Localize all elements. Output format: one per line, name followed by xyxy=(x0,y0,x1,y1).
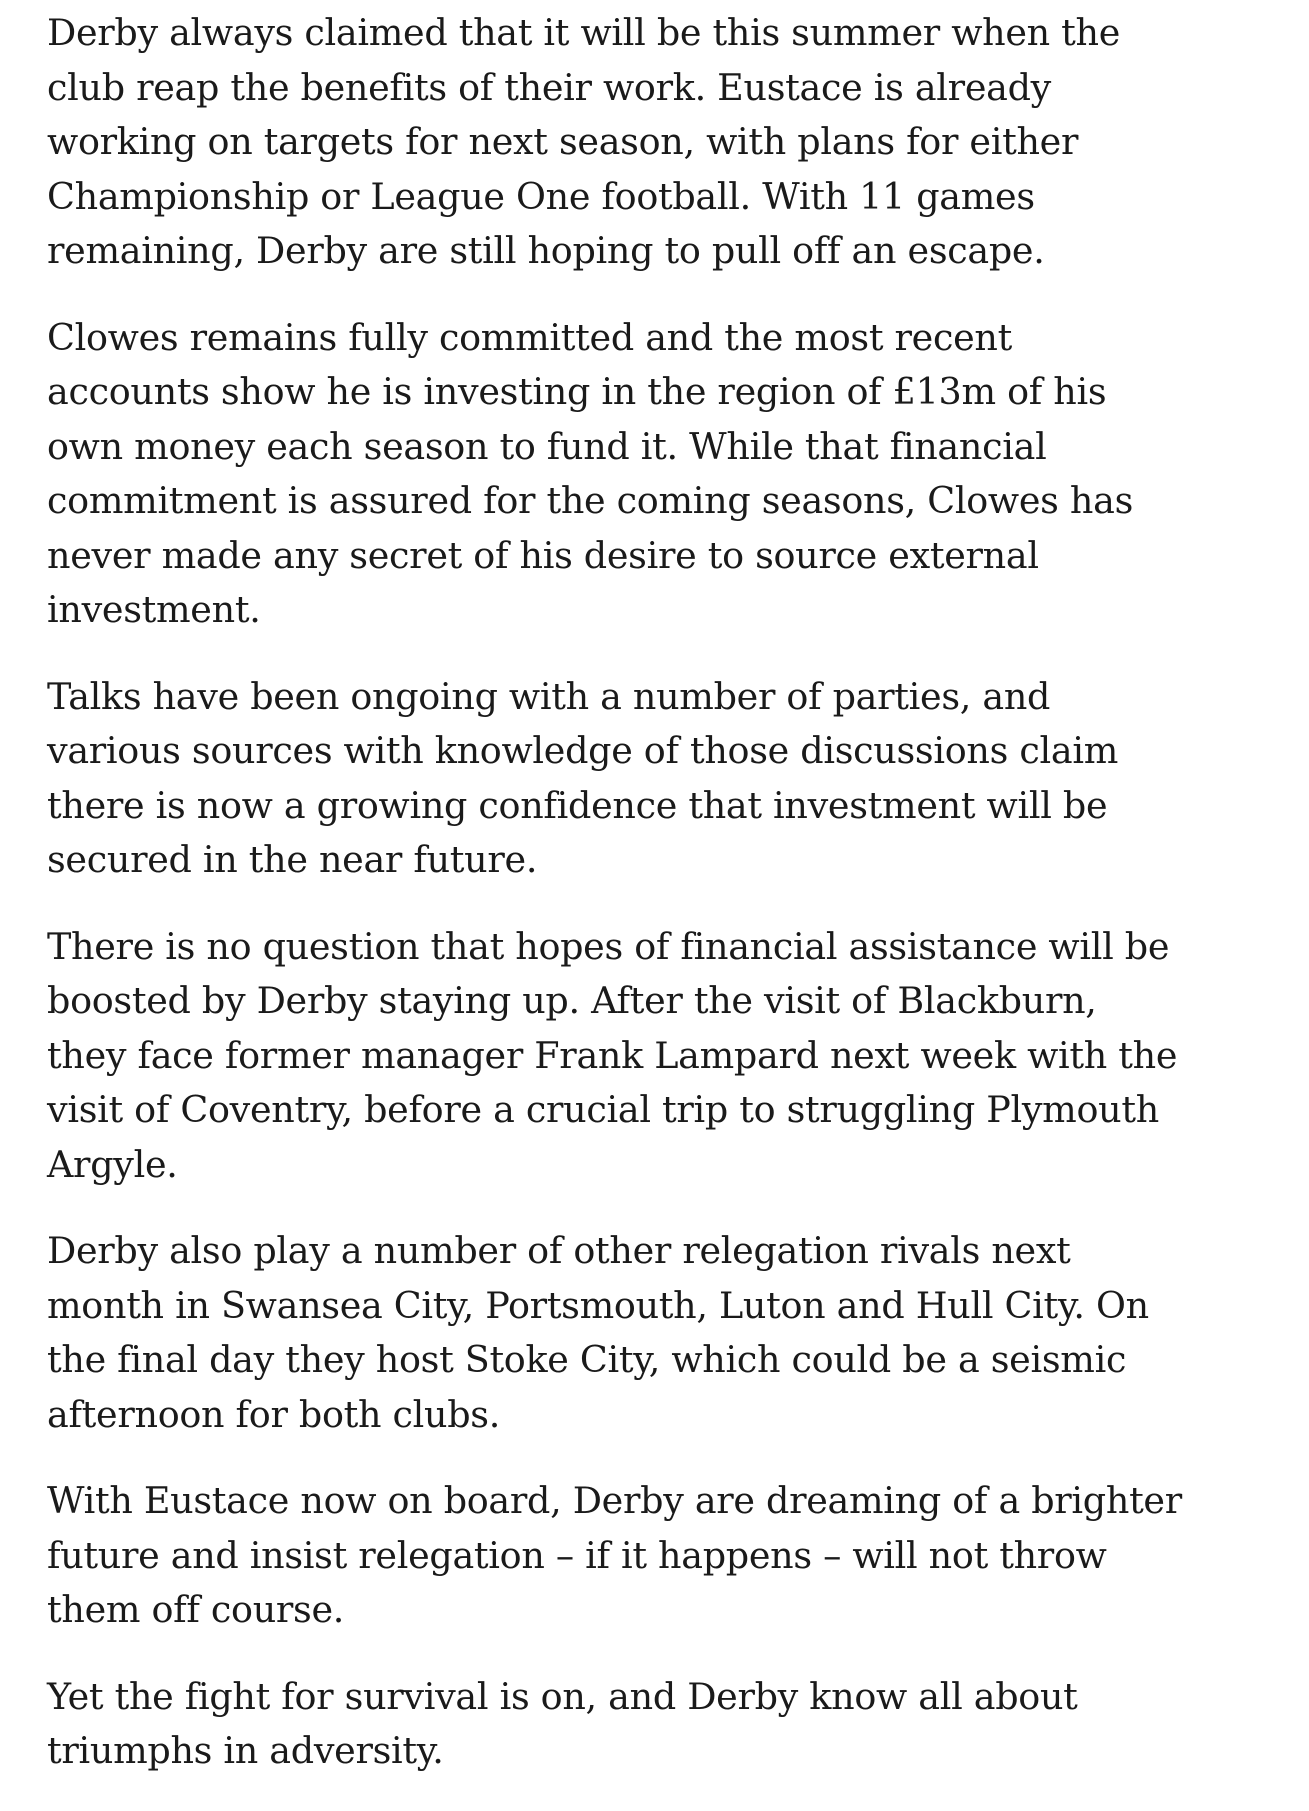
text-line: they face former manager Frank Lampard next week with the xyxy=(47,1033,1178,1077)
text-line: remaining, Derby are still hoping to pull off an escape. xyxy=(47,229,1045,272)
article-body xyxy=(47,6,1182,1811)
text-line: Championship or League One football. With 11 games xyxy=(47,174,1035,218)
text-line: accounts show he is investing in the region of £13m of his xyxy=(47,370,1107,413)
article-paragraph-5 xyxy=(47,1224,1147,1442)
article-paragraph-4 xyxy=(47,920,1178,1193)
text-line: afternoon for both clubs. xyxy=(47,1392,501,1436)
text-line: Clowes remains fully committed and the most recent xyxy=(47,315,1012,359)
text-line: visit of Coventry, before a crucial trip to struggling Plymouth xyxy=(47,1088,1159,1131)
text-line: working on targets for next season, with plans for either xyxy=(47,120,1079,163)
text-line: secured in the near future. xyxy=(47,838,538,881)
text-line: investment. xyxy=(47,588,261,631)
article-paragraph-2 xyxy=(47,311,1147,638)
text-line: boosted by Derby staying up. After the visit of Blackburn, xyxy=(47,979,1097,1022)
text-line: the final day they host Stoke City, which could be a seismic xyxy=(47,1338,1127,1381)
text-line: never made any secret of his desire to source external xyxy=(47,533,1039,577)
text-line: there is now a growing confidence that investment will be xyxy=(47,783,1108,827)
text-line: Derby also play a number of other relegation rivals next xyxy=(47,1229,1071,1272)
text-line: future and insist relegation – if it happens – will not throw xyxy=(47,1533,1107,1577)
article-paragraph-1 xyxy=(47,6,1147,279)
text-line: own money each season to fund it. While that financial xyxy=(47,424,1047,468)
article-paragraph-3 xyxy=(47,670,1147,888)
text-line: There is no question that hopes of financial assistance will be xyxy=(47,924,1170,968)
text-line: Talks have been ongoing with a number of parties, and xyxy=(47,674,1051,718)
text-line: club reap the benefits of their work. Eustace is already xyxy=(47,65,1051,109)
text-line: Argyle. xyxy=(47,1142,178,1186)
text-line: various sources with knowledge of those discussions claim xyxy=(47,729,1119,772)
text-line: commitment is assured for the coming seasons, Clowes has xyxy=(47,479,1134,522)
text-line: Derby always claimed that it will be this summer when the xyxy=(47,11,1121,54)
article-paragraph-7 xyxy=(47,1670,1147,1779)
article-paragraph-6 xyxy=(47,1474,1182,1638)
text-line: month in Swansea City, Portsmouth, Luton and Hull City. On xyxy=(47,1283,1149,1327)
text-line: triumphs in adversity. xyxy=(47,1729,444,1772)
text-line: With Eustace now on board, Derby are dreaming of a brighter xyxy=(47,1479,1182,1522)
text-line: them off course. xyxy=(47,1588,345,1631)
text-line: Yet the fight for survival is on, and Derby know all about xyxy=(47,1674,1078,1718)
